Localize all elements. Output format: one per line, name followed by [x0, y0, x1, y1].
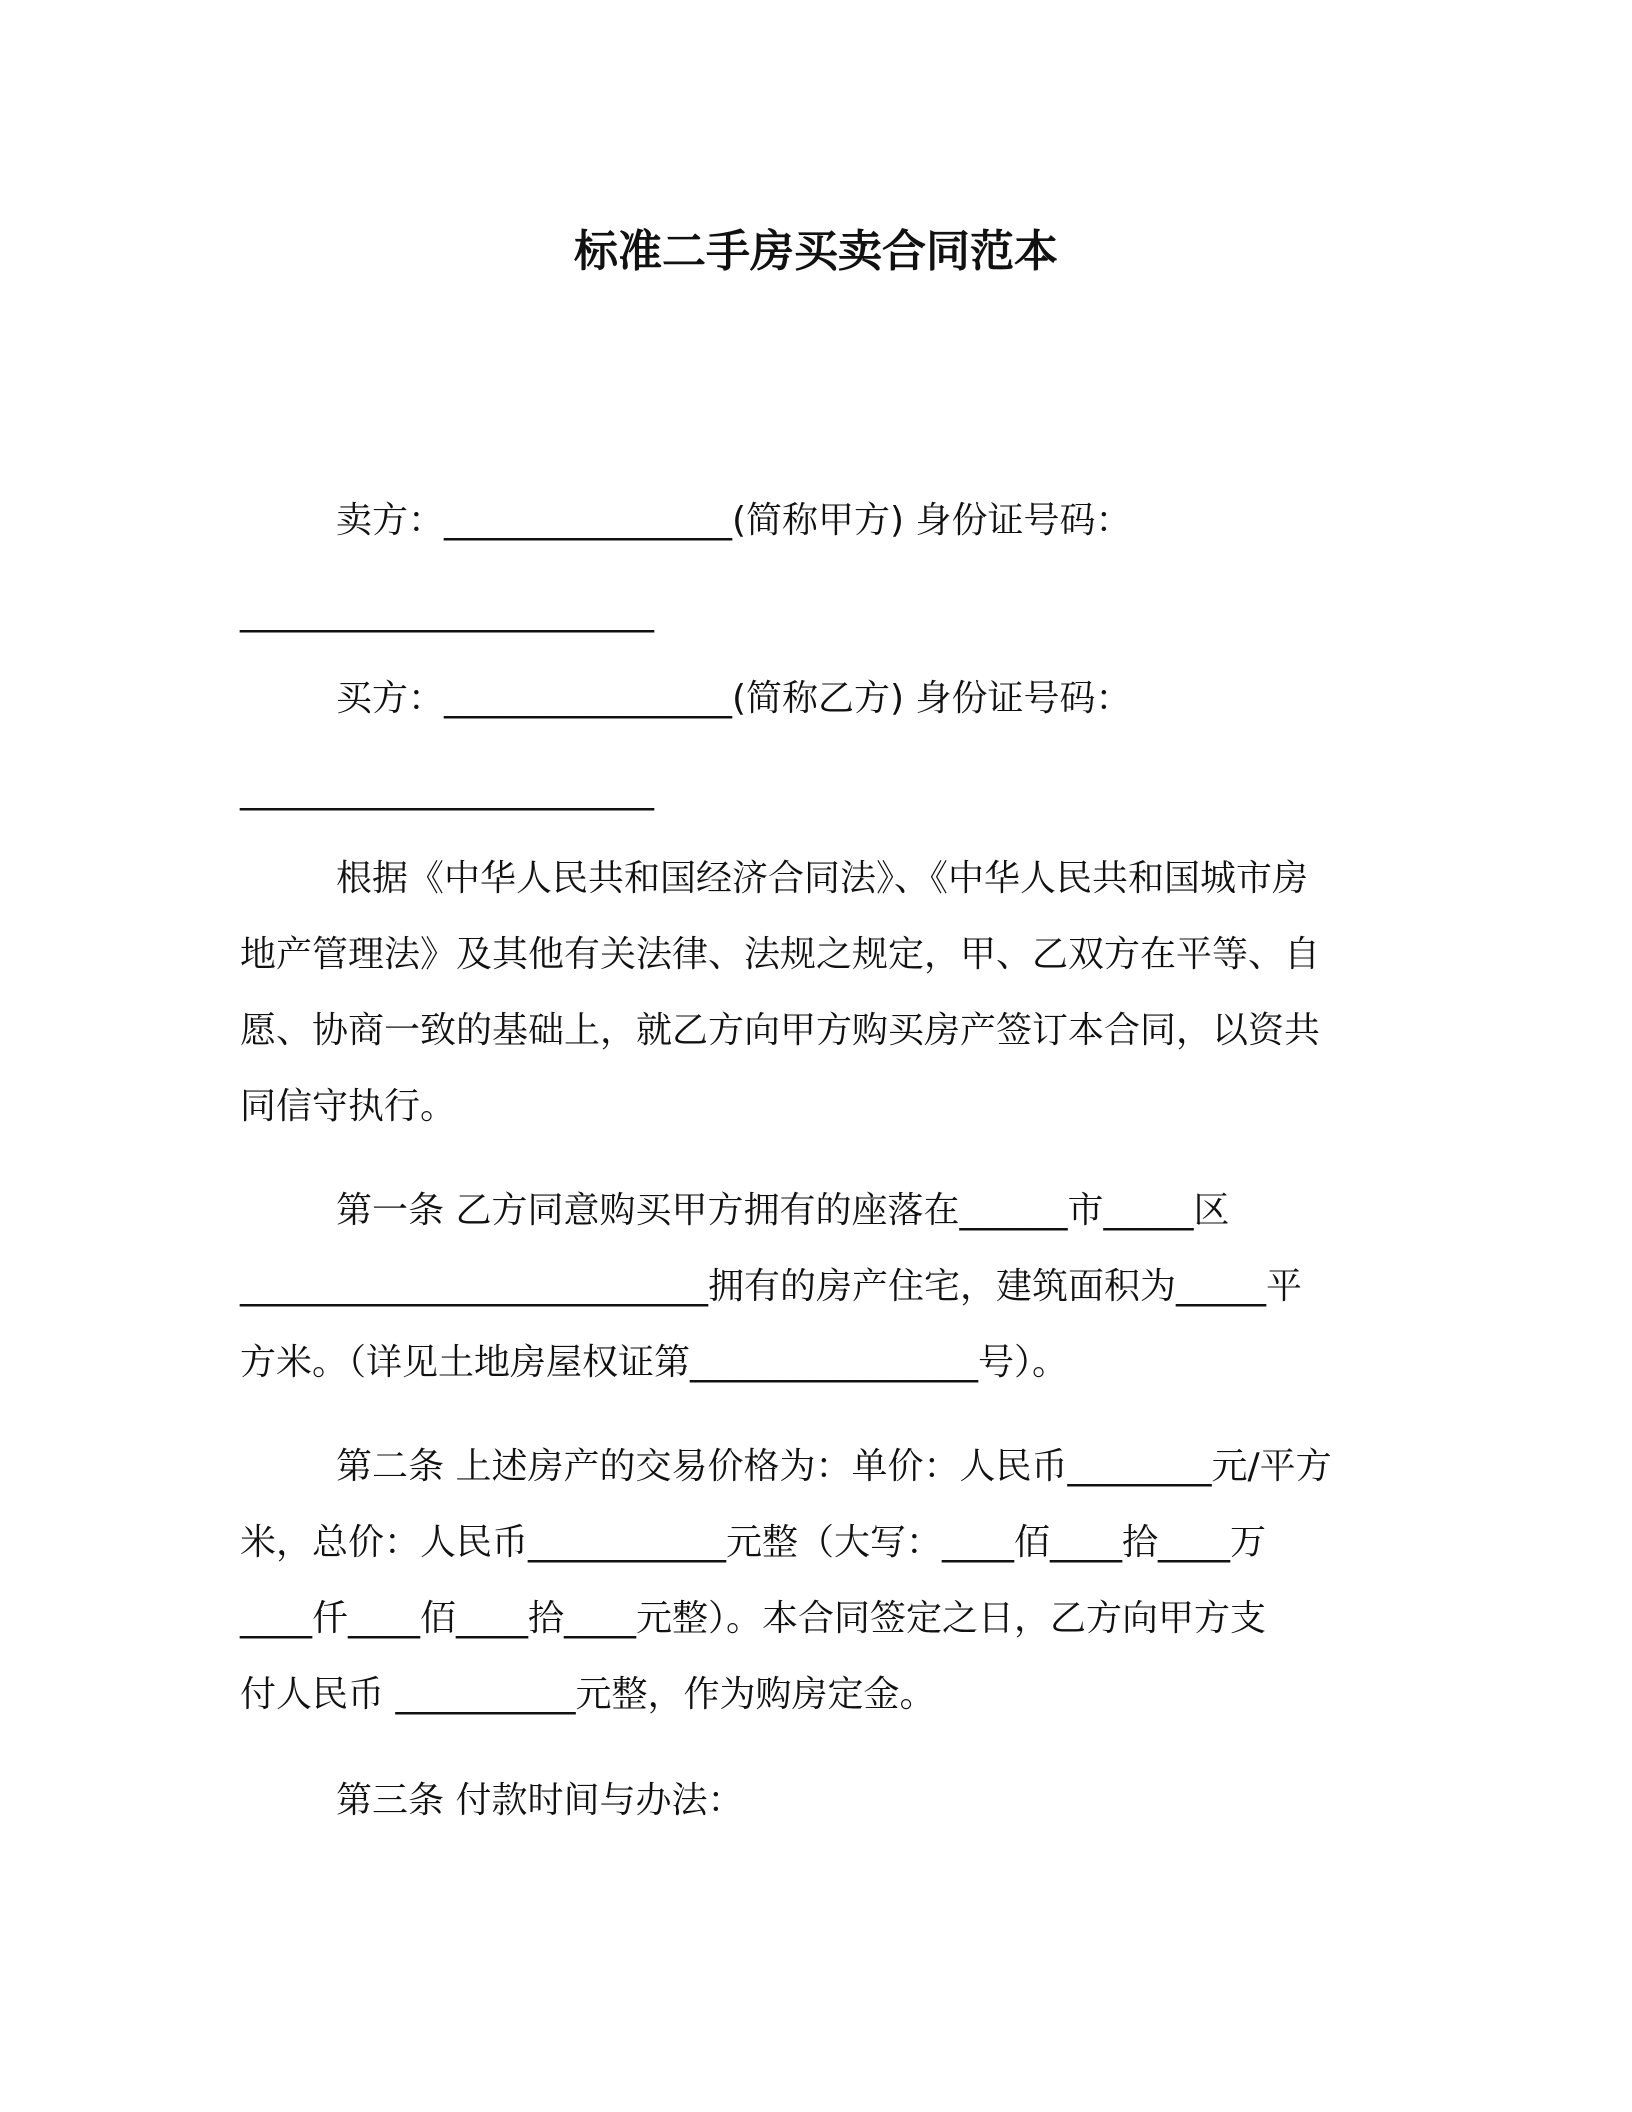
article-2-line-2: 米，总价：人民币___________元整（大写：____佰____拾____万	[240, 1522, 1267, 1563]
article-1-line-3: 方米。（详见土地房屋权证第________________号）。	[240, 1342, 1069, 1383]
buyer-id-blank: _______________________	[240, 770, 654, 811]
seller-id-blank: _______________________	[240, 592, 654, 633]
document-title: 标准二手房买卖合同范本	[574, 226, 1058, 277]
buyer-line: 买方：________________(简称乙方) 身份证号码：	[336, 678, 1132, 719]
preamble-line-1: 根据《中华人民共和国经济合同法》、《中华人民共和国城市房	[336, 858, 1309, 899]
article-1-line-1: 第一条 乙方同意购买甲方拥有的座落在______市_____区	[336, 1190, 1230, 1231]
article-2-line-1: 第二条 上述房产的交易价格为：单价：人民币________元/平方	[336, 1446, 1332, 1487]
article-2-line-4: 付人民币 __________元整，作为购房定金。	[240, 1674, 936, 1715]
article-2-line-3: ____仟____佰____拾____元整）。本合同签定之日，乙方向甲方支	[240, 1598, 1267, 1639]
article-3-heading: 第三条 付款时间与办法：	[336, 1780, 744, 1821]
seller-line: 卖方：________________(简称甲方) 身份证号码：	[336, 500, 1132, 541]
preamble-line-2: 地产管理法》及其他有关法律、法规之规定，甲、乙双方在平等、自	[240, 934, 1321, 975]
preamble-line-4: 同信守执行。	[240, 1086, 457, 1127]
preamble-line-3: 愿、协商一致的基础上，就乙方向甲方购买房产签订本合同，以资共	[240, 1010, 1321, 1051]
article-1-line-2: __________________________拥有的房产住宅，建筑面积为_____平	[240, 1266, 1303, 1307]
